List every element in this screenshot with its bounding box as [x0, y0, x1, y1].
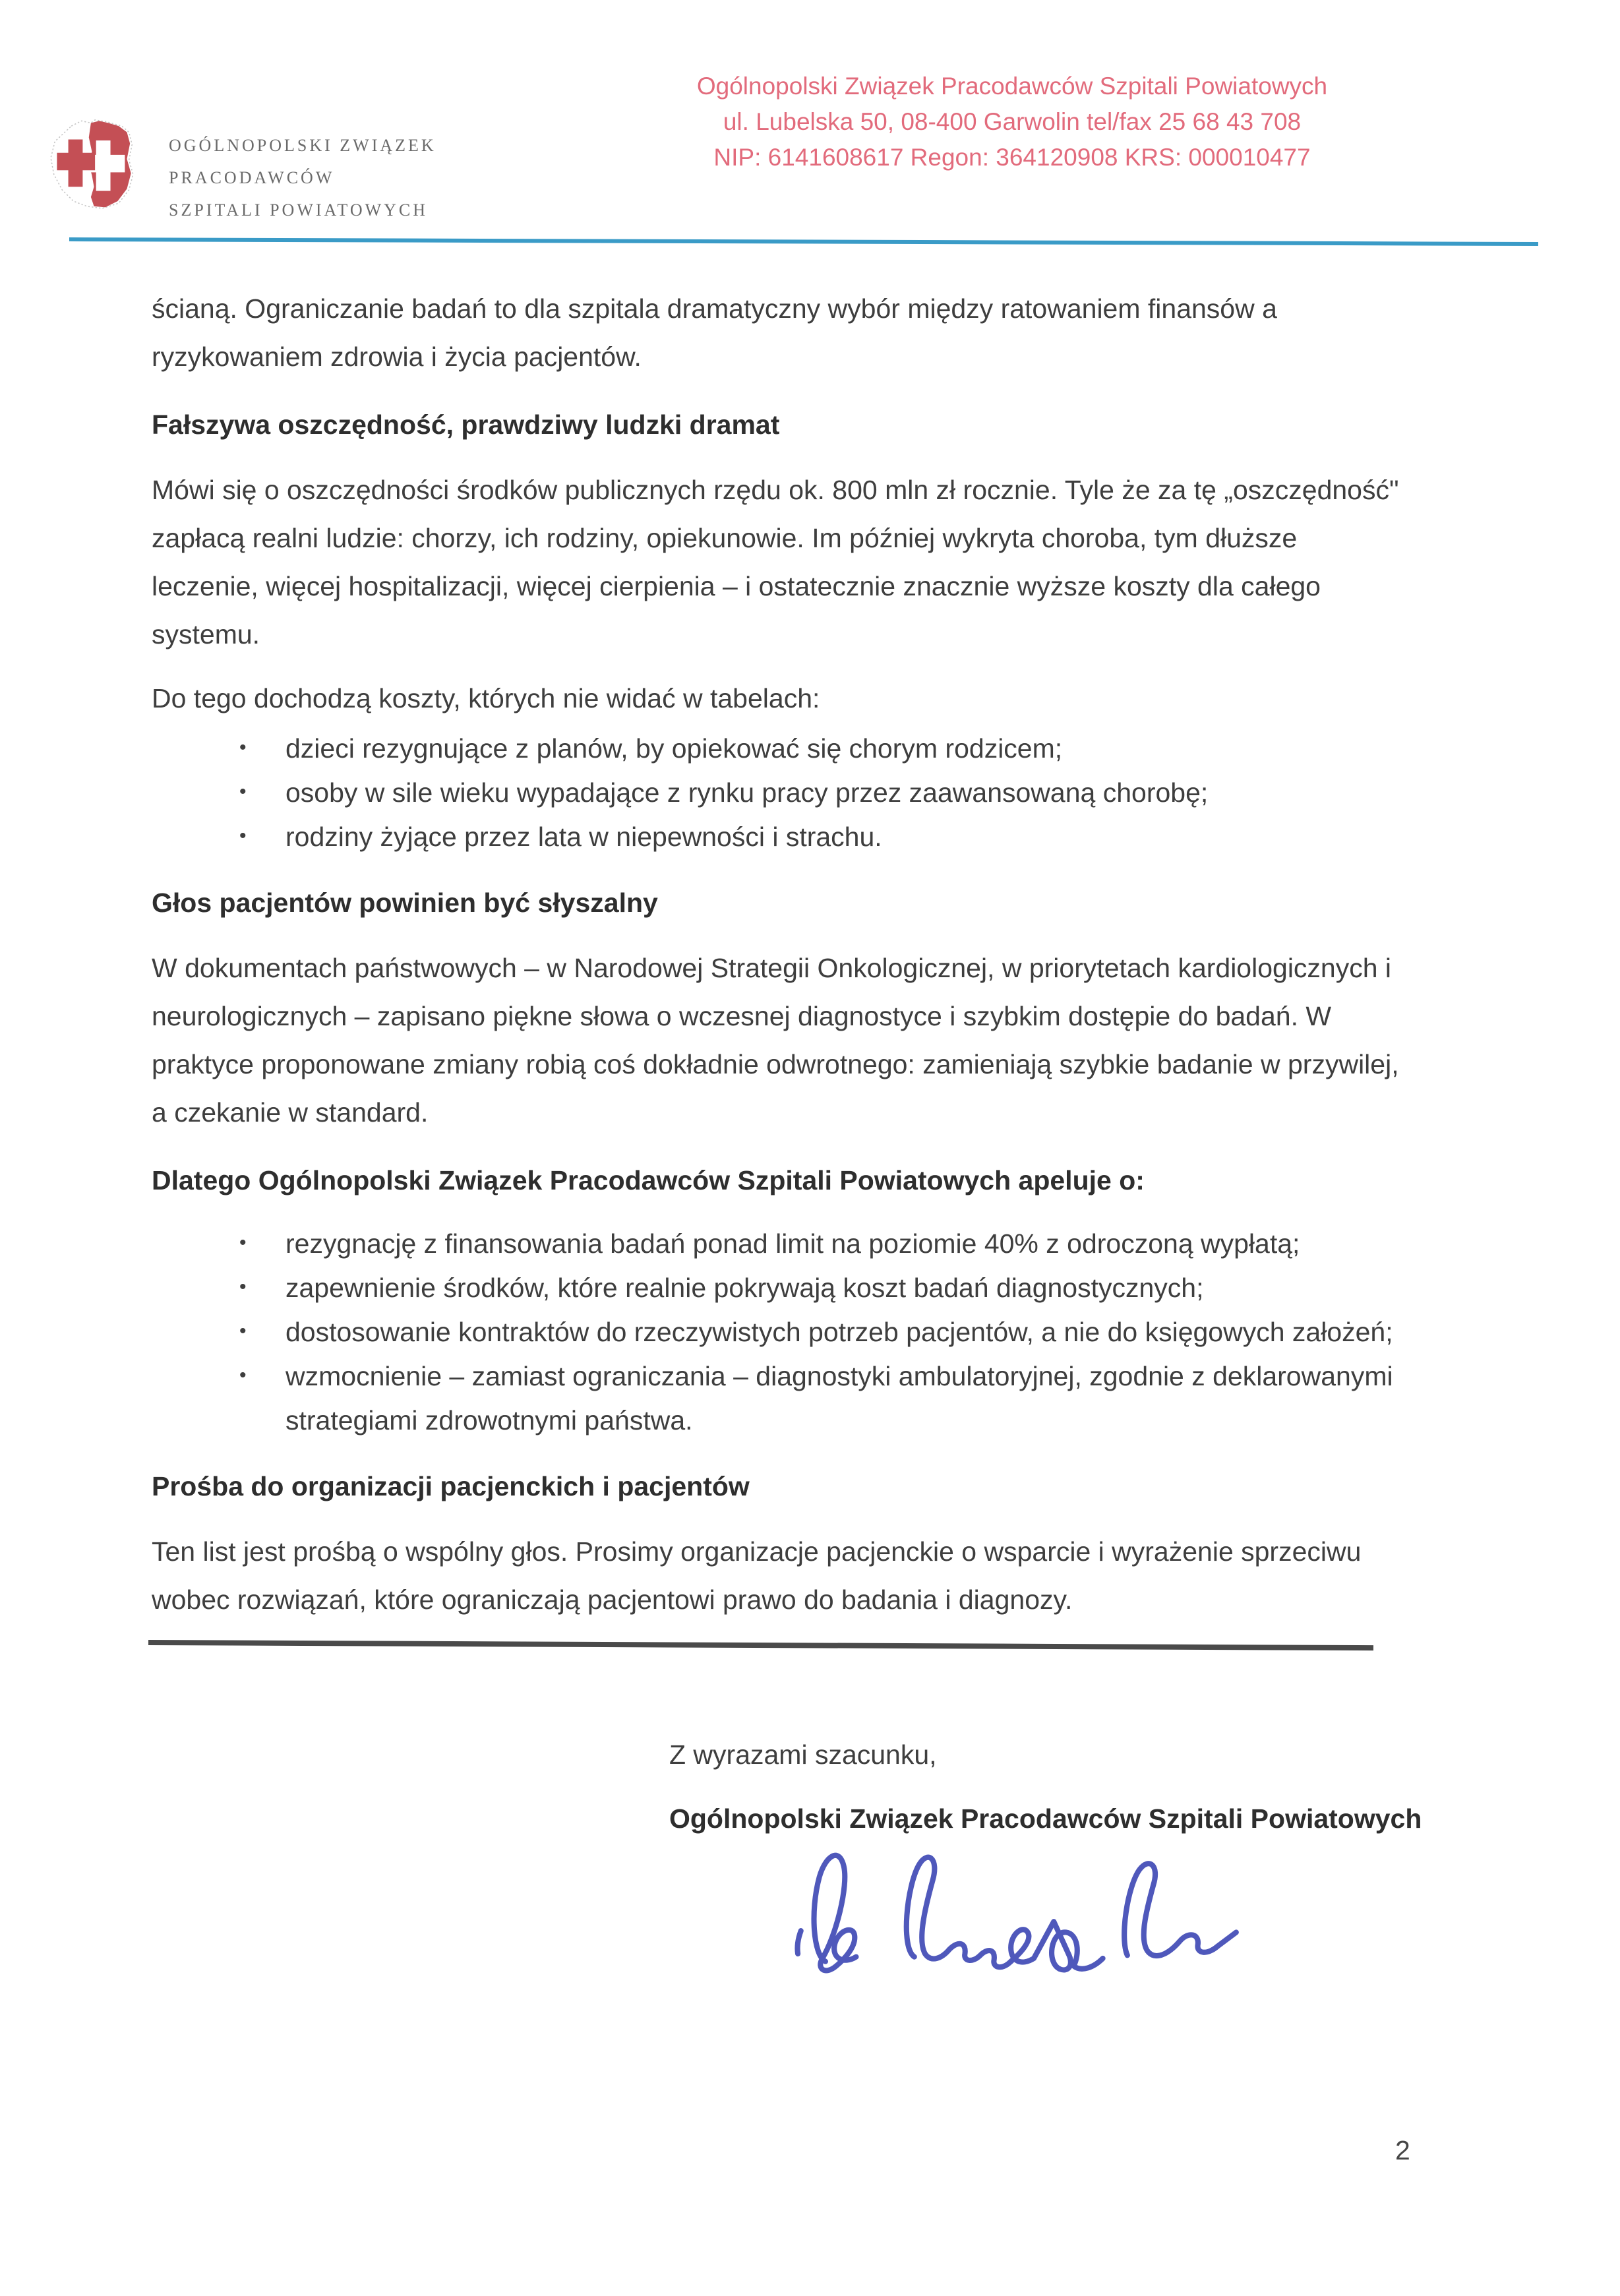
list-item: • dostosowanie kontraktów do rzeczywistych potrzeb pacjentów, a nie do księgowych założeń;	[152, 1310, 1404, 1354]
section-heading-request: Prośba do organizacji pacjenckich i pacjentów	[152, 1471, 750, 1501]
hidden-costs-list	[152, 727, 1404, 859]
logo-line-1: OGÓLNOPOLSKI ZWIĄZEK	[169, 136, 436, 155]
organization-registry-numbers: NIP: 6141608617 Regon: 364120908 KRS: 000010477	[713, 144, 1311, 171]
closing-block	[669, 1731, 1422, 1982]
organization-name: Ogólnopolski Związek Pracodawców Szpitali Powiatowych	[696, 73, 1328, 100]
organization-logo-icon	[42, 111, 144, 222]
list-item: • dzieci rezygnujące z planów, by opiekować się chorym rodzicem;	[152, 727, 1404, 771]
section-heading-patients-voice: Głos pacjentów powinien być słyszalny	[152, 888, 658, 918]
salutation: Z wyrazami szacunku,	[669, 1739, 937, 1770]
list-item: • rodziny żyjące przez lata w niepewności i strachu.	[152, 815, 1404, 859]
signature-divider-rule	[148, 1640, 1373, 1650]
handwritten-signature-icon	[781, 1840, 1296, 1982]
letterhead	[0, 0, 1620, 243]
section-heading-false-savings: Fałszywa oszczędność, prawdziwy ludzki dramat	[152, 409, 780, 440]
list-item: • wzmocnienie – zamiast ograniczania – diagnostyki ambulatoryjnej, zgodnie z deklarowanymi strategiami zdrowotnymi państwa.	[152, 1354, 1404, 1443]
list-item: • zapewnienie środków, które realnie pokrywają koszt badań diagnostycznych;	[152, 1266, 1404, 1310]
logo-wordmark	[169, 129, 436, 226]
section-heading-appeal: Dlatego Ogólnopolski Związek Pracodawców Szpitali Powiatowych apeluje o:	[152, 1165, 1145, 1195]
paragraph-savings: Mówi się o oszczędności środków publicznych rzędu ok. 800 mln zł rocznie. Tyle że za tę „oszczędność" zapłacą realni ludzie: chorzy, ich rodziny, opiekunowie. Im później wykryta choroba, tym dłuższe leczenie, więcej hospitalizacji, więcej cierpienia – i ostatecznie znacznie wyższe koszty dla całego systemu.	[152, 475, 1399, 650]
paragraph-hidden-costs-intro: Do tego dochodzą koszty, których nie widać w tabelach:	[152, 683, 820, 713]
page-number: 2	[1395, 2135, 1410, 2165]
paragraph-state-documents: W dokumentach państwowych – w Narodowej Strategii Onkologicznej, w priorytetach kardiologicznych i neurologicznych – zapisano piękne słowa o wczesnej diagnostyce i szybkim dostępie do badań. W praktyce proponowane zmiany robią coś dokładnie odwrotnego: zamieniają szybkie badanie w przywilej, a czekanie w standard.	[152, 953, 1399, 1128]
paragraph-request: Ten list jest prośbą o wspólny głos. Prosimy organizacje pacjenckie o wsparcie i wyrażenie sprzeciwu wobec rozwiązań, które ograniczają pacjentowi prawo do badania i diagnozy.	[152, 1536, 1362, 1615]
list-item: • rezygnację z finansowania badań ponad limit na poziomie 40% z odroczoną wypłatą;	[152, 1222, 1404, 1266]
logo-line-2: PRACODAWCÓW	[169, 168, 335, 187]
logo-line-3: SZPITALI POWIATOWYCH	[169, 200, 429, 220]
appeal-list	[152, 1222, 1404, 1443]
letterhead-contact-block	[679, 69, 1345, 175]
organization-address: ul. Lubelska 50, 08-400 Garwolin tel/fax 25 68 43 708	[723, 108, 1302, 135]
paragraph-continuation: ścianą. Ograniczanie badań to dla szpitala dramatyczny wybór między ratowaniem finansów a ryzykowaniem zdrowia i życia pacjentów.	[152, 293, 1277, 372]
letter-body	[152, 243, 1422, 1982]
list-item: • osoby w sile wieku wypadające z rynku pracy przez zaawansowaną chorobę;	[152, 771, 1404, 815]
signer-name: Ogólnopolski Związek Pracodawców Szpitali Powiatowych	[669, 1803, 1422, 1834]
